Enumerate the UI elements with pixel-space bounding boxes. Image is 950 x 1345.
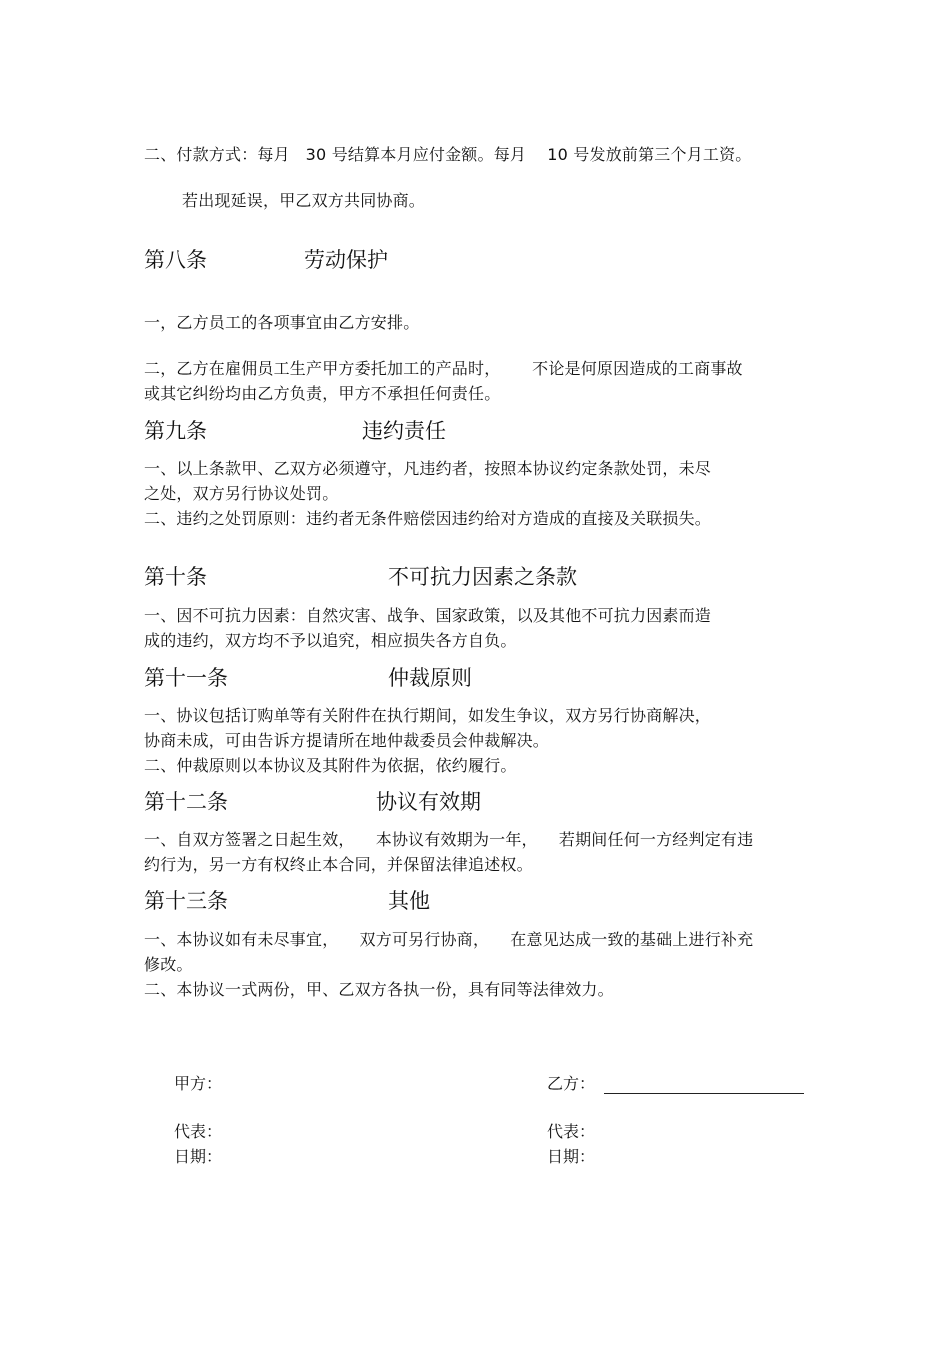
article-9-para-1-line2: 之处，双方另行协议处罚。 — [144, 484, 339, 503]
article-13-number: 第十三条 — [144, 889, 228, 913]
article-9-title: 违约责任 — [362, 419, 446, 443]
article-12-title: 协议有效期 — [376, 790, 481, 814]
article-10-title: 不可抗力因素之条款 — [388, 565, 577, 589]
article-11-para-1-line1: 一、协议包括订购单等有关附件在执行期间，如发生争议，双方另行协商解决， — [144, 706, 712, 725]
article-10-para-1-line1: 一、因不可抗力因素：自然灾害、战争、国家政策，以及其他不可抗力因素而造 — [144, 606, 712, 625]
article-8-title: 劳动保护 — [304, 248, 388, 272]
article-12-para-1-line1: 一、自双方签署之日起生效， 本协议有效期为一年， 若期间任何一方经判定有违 — [144, 830, 754, 849]
party-b-signature-line — [604, 1093, 804, 1094]
article-11-title: 仲裁原则 — [388, 666, 472, 690]
party-a-label: 甲方： — [174, 1074, 223, 1093]
article-10-para-1-line2: 成的违约，双方均不予以追究，相应损失各方自负。 — [144, 631, 517, 650]
article-9-para-2: 二、违约之处罚原则：违约者无条件赔偿因违约给对方造成的直接及关联损失。 — [144, 509, 712, 528]
article-9-number: 第九条 — [144, 419, 207, 443]
article-8-para-2-line2: 或其它纠纷均由乙方负责，甲方不承担任何责任。 — [144, 384, 501, 403]
article-13-para-2: 二、本协议一式两份，甲、乙双方各执一份，具有同等法律效力。 — [144, 980, 614, 999]
article-10-number: 第十条 — [144, 565, 207, 589]
payment-clause-line2: 若出现延误，甲乙双方共同协商。 — [182, 191, 426, 210]
article-8-number: 第八条 — [144, 248, 207, 272]
article-13-para-1-line2: 修改。 — [144, 955, 193, 974]
party-a-representative-label: 代表： — [174, 1122, 223, 1141]
party-b-date-label: 日期： — [547, 1147, 596, 1166]
article-9-para-1-line1: 一、以上条款甲、乙双方必须遵守，凡违约者，按照本协议约定条款处罚，未尽 — [144, 459, 712, 478]
party-b-representative-label: 代表： — [547, 1122, 596, 1141]
article-12-para-1-line2: 约行为，另一方有权终止本合同，并保留法律追述权。 — [144, 855, 533, 874]
payment-clause-line1: 二、付款方式：每月 30 号结算本月应付金额。每月 10 号发放前第三个月工资。 — [144, 145, 752, 164]
article-13-para-1-line1: 一、本协议如有未尽事宜， 双方可另行协商， 在意见达成一致的基础上进行补充 — [144, 930, 754, 949]
article-12-number: 第十二条 — [144, 790, 228, 814]
article-8-para-2-line1: 二，乙方在雇佣员工生产甲方委托加工的产品时， 不论是何原因造成的工商事故 — [144, 359, 743, 378]
article-11-para-2: 二、仲裁原则以本协议及其附件为依据，依约履行。 — [144, 756, 517, 775]
party-a-date-label: 日期： — [174, 1147, 223, 1166]
article-13-title: 其他 — [388, 889, 430, 913]
party-b-label: 乙方： — [547, 1074, 596, 1093]
article-11-para-1-line2: 协商未成，可由告诉方提请所在地仲裁委员会仲裁解决。 — [144, 731, 550, 750]
article-8-para-1: 一，乙方员工的各项事宜由乙方安排。 — [144, 313, 420, 332]
article-11-number: 第十一条 — [144, 666, 228, 690]
